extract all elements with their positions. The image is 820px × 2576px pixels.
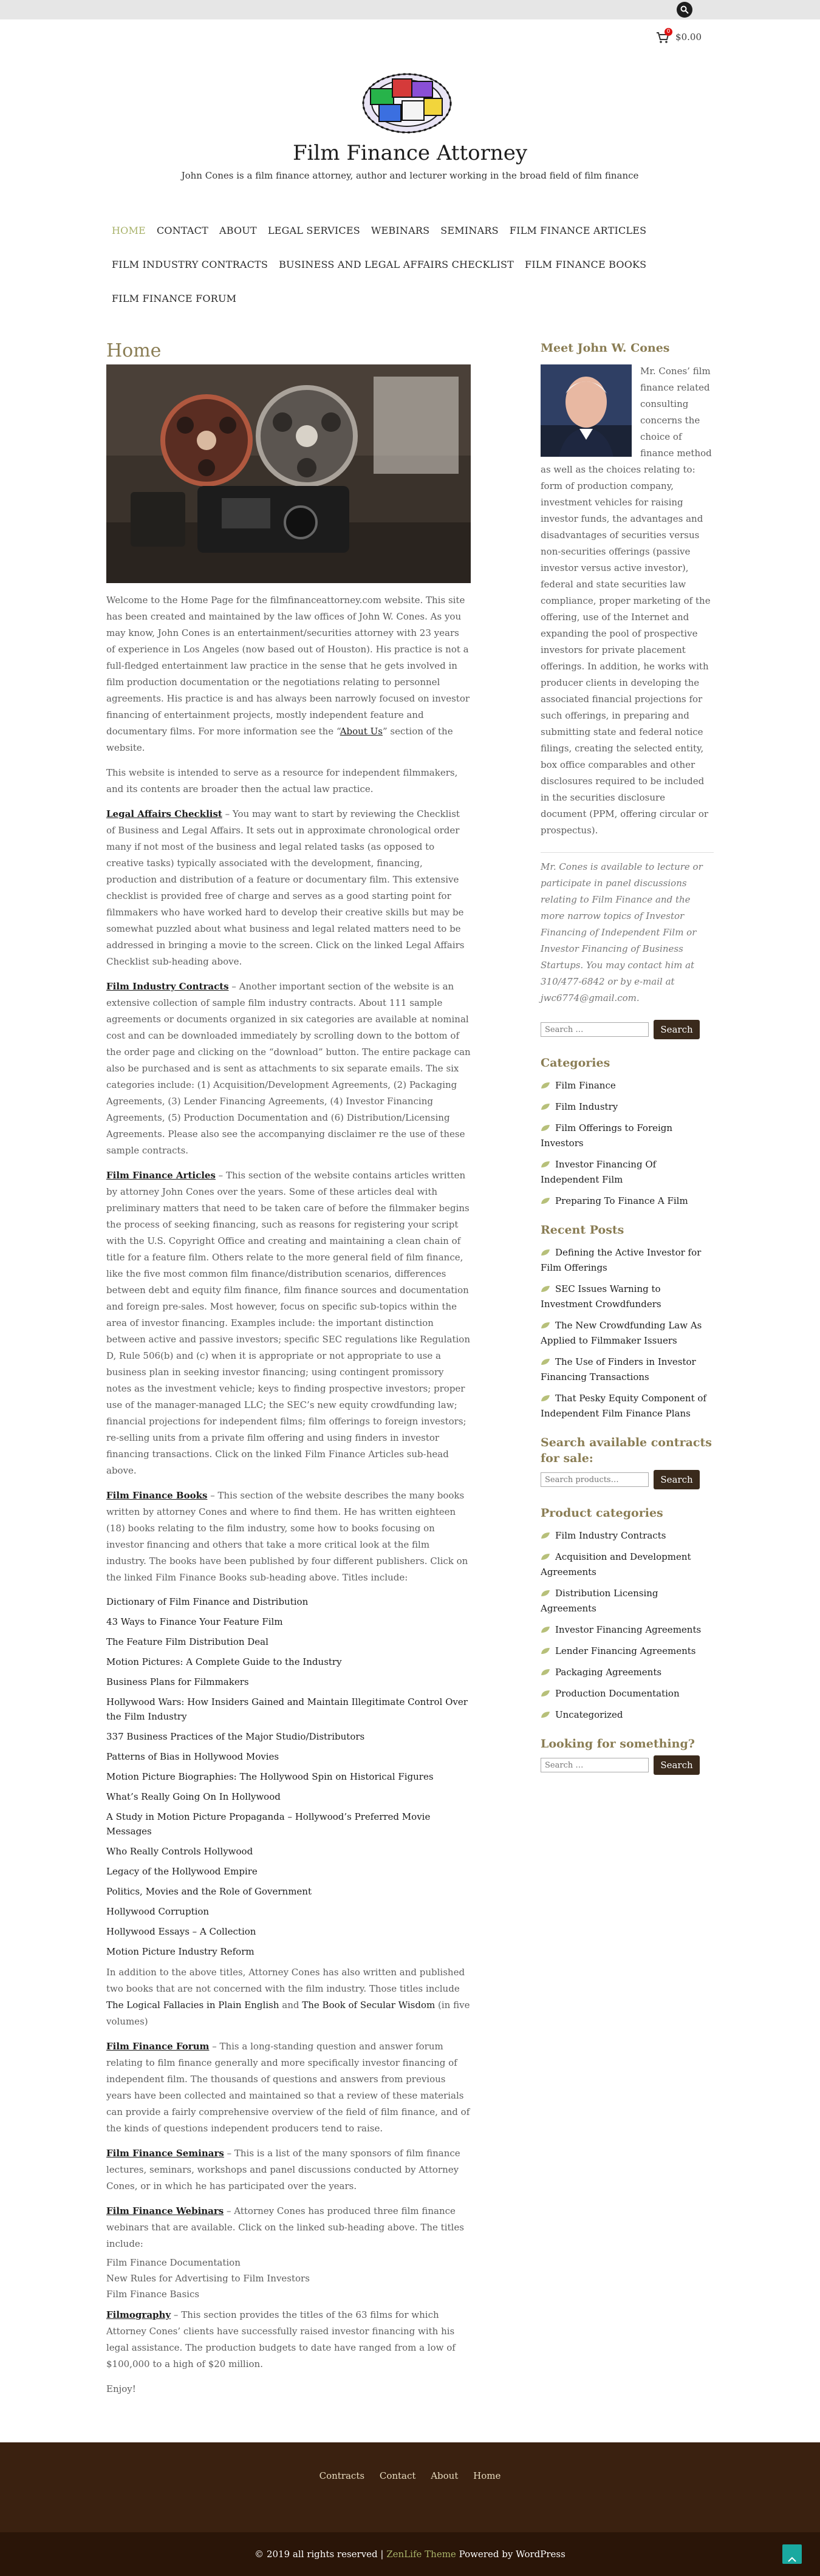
main-content (106, 316, 471, 2406)
book-title: 337 Business Practices of the Major Studio/Distributors (106, 1731, 365, 1742)
film-finance-webinars-link[interactable]: Film Finance Webinars (106, 2205, 224, 2216)
webinar-title: New Rules for Advertising to Film Investors (106, 2273, 310, 2284)
product-category-item[interactable]: Lender Financing Agreements (541, 1644, 714, 1659)
checklist-section: Legal Affairs Checklist – You may want to start by reviewing the Checklist of Business and Legal Affairs. It sets out in approximate chronological order many if not most of the business and legal related tasks (as opposed to creative tasks) typically associated with the development, financing, production and distribution of a feature or documentary film. This extensive checklist is provided free of charge and serves as a good starting point for filmmakers who have worked hard to develop their creative skills but may be somewhat puzzled about what business and legal related matters need to be addressed in bringing a movie to the screen. Click on the linked Legal Affairs Checklist sub-heading above. (106, 808, 465, 967)
leaf-bullet-icon (541, 1690, 550, 1697)
nav-legal-services[interactable]: LEGAL SERVICES (267, 225, 360, 236)
leaf-bullet-icon (541, 1161, 550, 1168)
looking-search-button[interactable]: Search (654, 1755, 700, 1775)
categories-heading: Categories (541, 1056, 610, 1070)
looking-search-form (541, 1755, 714, 1775)
logical-fallacies-title: The Logical Fallacies in Plain English (106, 2000, 279, 2011)
leaf-bullet-icon (541, 1647, 550, 1655)
book-title: The Feature Film Distribution Deal (106, 1636, 268, 1647)
contracts-search-heading: Search available contracts for sale: (541, 1436, 712, 1465)
meet-text: Mr. Cones’ film finance related consulting concerns the choice of finance method as well as the choices relating to: form of production company, investment vehicles for raising investor funds, the advantages and disadvantages of securities versus non-securities offerings (passive investor versus active investor), federal and state securities law compliance, proper marketing of the offering, use of the Internet and expanding the pool of prospective investors for private placement offerings. In addition, he works with producer clients in developing the associated financial projections for such offerings, in preparing and submitting state and federal notice filings, creating the selected entity, box office comparables and other disclosures required to be included in the securities disclosure document (PPM, offering circular or prospectus). (541, 366, 712, 836)
footer-link-about[interactable]: About (431, 2470, 459, 2481)
intro-paragraph: Welcome to the Home Page for the filmfinanceattorney.com website. This site has been created and maintained by the law offices of John W. Cones. As you may know, John Cones is an entertainment/securities attorney with 23 years of experience in Los Angeles (now based out of Houston). His practice is not a full-fledged entertainment law practice in the sense that he gets involved in film production documentation or the negotiations relating to personnel agreements. His practice is and has always been narrowly focused on investor financing of entertainment projects, mostly independent feature and documentary films. For more information see the “About Us” section of the website. (106, 595, 470, 753)
book-title: Motion Picture Biographies: The Hollywood Spin on Historical Figures (106, 1771, 434, 1782)
category-item[interactable]: Film Offerings to Foreign Investors (541, 1122, 673, 1149)
nav-home[interactable]: HOME (112, 225, 146, 236)
product-category-item[interactable]: Film Industry Contracts (541, 1528, 714, 1543)
site-search-form (541, 1020, 714, 1039)
book-titles-list (106, 1594, 471, 1959)
book-title: Business Plans for Filmmakers (106, 1676, 249, 1687)
footer-link-contracts[interactable]: Contracts (319, 2470, 365, 2481)
product-category-item[interactable]: Packaging Agreements (541, 1665, 714, 1680)
nav-about[interactable]: ABOUT (219, 225, 257, 236)
product-search-button[interactable]: Search (654, 1470, 700, 1489)
category-item[interactable]: Preparing To Finance A Film (541, 1194, 714, 1209)
webinar-title: Film Finance Documentation (106, 2257, 241, 2268)
contracts-section: Film Industry Contracts – Another important section of the website is an extensive collection of sample film industry contracts. About 111 sample agreements or documents organized in six categories are available at nominal cost and can be downloaded immediately by scrolling down to the bottom of the order page and clicking on the “download” button. The entire package can also be purchased and is sent as attachments to six separate emails. The six categories include: (1) Acquisition/Development Agreements, (2) Packaging Agreements, (3) Lender Financing Agreements, (4) Investor Financing Agreements, (5) Production Documentation and (6) Distribution/Licensing Agreements. Please also see the accompanying disclaimer re the use of these sample contracts. (106, 981, 471, 1156)
footer-link-home[interactable]: Home (473, 2470, 501, 2481)
search-icon (680, 5, 689, 14)
john-cones-photo (541, 364, 632, 457)
footer-nav (0, 2468, 820, 2484)
leaf-bullet-icon (541, 1395, 550, 1402)
seminars-section: Film Finance Seminars – This is a list of the many sponsors of film finance lectures, seminars, workshops and panel discussions conducted by Attorney Cones, or in which he has participated over the years. (106, 2148, 460, 2192)
leaf-bullet-icon (541, 1358, 550, 1365)
site-description: John Cones is a film finance attorney, author and lecturer working in the broad field of film finance (181, 170, 639, 181)
copyright-text: © 2019 all rights reserved | (255, 2549, 387, 2560)
film-industry-contracts-link[interactable]: Film Industry Contracts (106, 981, 229, 992)
about-widget (541, 363, 714, 1006)
looking-search-input[interactable] (541, 1758, 649, 1772)
leaf-bullet-icon (541, 1124, 550, 1132)
main-navigation (106, 214, 714, 316)
leaf-bullet-icon (541, 1322, 550, 1329)
category-item[interactable]: Film Industry (541, 1099, 714, 1115)
filmography-link[interactable]: Filmography (106, 2309, 171, 2320)
powered-by-text: Powered by WordPress (456, 2549, 565, 2560)
nav-film-finance-articles[interactable]: FILM FINANCE ARTICLES (509, 225, 647, 236)
book-title: A Study in Motion Picture Propaganda – Hollywood’s Preferred Movie Messages (106, 1811, 431, 1837)
product-search-form (541, 1470, 714, 1489)
nav-contact[interactable]: CONTACT (156, 225, 208, 236)
page-title: Home (106, 340, 162, 361)
book-title: 43 Ways to Finance Your Feature Film (106, 1616, 283, 1627)
product-category-item[interactable]: Acquisition and Development Agreements (541, 1551, 691, 1577)
product-categories-heading: Product categories (541, 1506, 663, 1520)
nav-business-legal-checklist[interactable]: BUSINESS AND LEGAL AFFAIRS CHECKLIST (279, 259, 514, 270)
cart-count-badge: 0 (665, 28, 672, 36)
cart-total: $0.00 (675, 32, 702, 43)
book-title: Hollywood Corruption (106, 1906, 210, 1917)
filmography-section: Filmography – This section provides the titles of the 63 films for which Attorney Cones’ clients have successfully raised investor financing with his legal assistance. The production budgets to date have ranged from a low of $100,000 to a high of $20 million. (106, 2309, 456, 2369)
leaf-bullet-icon (541, 1590, 550, 1597)
category-item[interactable]: Investor Financing Of Independent Film (541, 1159, 657, 1185)
articles-section: Film Finance Articles – This section of the website contains articles written by attorney John Cones over the years. Some of these articles deal with preliminary matters that need to be taken care of before the filmmaker begins the process of seeking financing, such as reasons for registering your script with the U.S. Copyright Office and creating and maintaining a clean chain of title for a feature film. Others relate to the more general field of film finance, like the five most common film finance/distribution scenarios, differences between debt and equity film finance, film finance sources and documentation and foreign pre-sales. Most however, focus on specific sub-topics within the area of investor financing. Examples include: the important distinction between active and passive investors; specific SEC regulations like Regulation D, Rule 506(b) and (c) when it is appropriate or not appropriate to use a business plan in seeking investor financing; using contingent promissory notes as the investment vehicle; keys to finding prospective investors; proper use of the manager-managed LLC; the SEC’s new equity crowdfunding law; financial projections for independent films; film offerings to foreign investors; re-selling units from a private film offering and using finders in investor financing transactions. Click on the linked Film Finance Articles sub-head above. (106, 1170, 470, 1476)
category-item[interactable]: Film Finance (541, 1078, 714, 1093)
leaf-bullet-icon (541, 1082, 550, 1089)
search-toggle-button[interactable] (677, 2, 692, 18)
film-projector-image (106, 364, 471, 583)
leaf-bullet-icon (541, 1285, 550, 1293)
webinars-section: Film Finance Webinars – Attorney Cones has produced three film finance webinars that are available. Click on the linked sub-heading above. The titles include: (106, 2205, 464, 2249)
webinar-titles-list (106, 2255, 471, 2302)
footer-main (0, 2442, 820, 2532)
other-books-paragraph: In addition to the above titles, Attorney Cones has also written and published two books that are not concerned with the film industry. Those titles include The Logical Fallacies in Plain English and The Book of Secular Wisdom (in five volumes) (106, 1967, 470, 2027)
nav-seminars[interactable]: SEMINARS (440, 225, 499, 236)
film-finance-seminars-link[interactable]: Film Finance Seminars (106, 2148, 224, 2159)
leaf-bullet-icon (541, 1249, 550, 1256)
film-finance-articles-link[interactable]: Film Finance Articles (106, 1170, 216, 1181)
leaf-bullet-icon (541, 1532, 550, 1539)
nav-film-finance-books[interactable]: FILM FINANCE BOOKS (525, 259, 647, 270)
secular-wisdom-title: The Book of Secular Wisdom (302, 2000, 436, 2011)
footer-link-contact[interactable]: Contact (379, 2470, 416, 2481)
search-button[interactable]: Search (654, 1020, 700, 1039)
leaf-bullet-icon (541, 1197, 550, 1204)
leaf-bullet-icon (541, 1669, 550, 1676)
recent-post-item[interactable]: That Pesky Equity Component of Independent Film Finance Plans (541, 1393, 706, 1419)
top-bar (0, 0, 820, 19)
product-category-item[interactable]: Production Documentation (541, 1686, 714, 1701)
site-title[interactable]: Film Finance Attorney (292, 141, 528, 165)
nav-film-finance-forum[interactable]: FILM FINANCE FORUM (112, 293, 237, 304)
recent-post-item[interactable]: Defining the Active Investor for Film Offerings (541, 1247, 702, 1273)
product-categories-list (541, 1528, 714, 1723)
purpose-paragraph: This website is intended to serve as a resource for independent filmmakers, and its contents are broader then the actual law practice. (106, 767, 458, 794)
film-finance-forum-link[interactable]: Film Finance Forum (106, 2041, 210, 2052)
book-title: Who Really Controls Hollywood (106, 1846, 253, 1857)
webinar-title: Film Finance Basics (106, 2289, 200, 2300)
film-finance-books-link[interactable]: Film Finance Books (106, 1490, 208, 1501)
books-section: Film Finance Books – This section of the website describes the many books written by attorney Cones and where to find them. He has written eighteen (18) books relating to the film industry, some how to books focusing on investor financing and others that take a more critical look at the film industry. The books have been published by four different publishers. Click on the linked Film Finance Books sub-heading above. Titles include: (106, 1490, 468, 1583)
leaf-bullet-icon (541, 1103, 550, 1110)
site-footer (0, 2442, 820, 2576)
book-title: Hollywood Essays – A Collection (106, 1926, 256, 1937)
recent-post-item[interactable]: SEC Issues Warning to Investment Crowdfunders (541, 1283, 661, 1310)
nav-webinars[interactable]: WEBINARS (371, 225, 430, 236)
product-category-item[interactable]: Distribution Licensing Agreements (541, 1588, 658, 1614)
contact-note: Mr. Cones is available to lecture or participate in panel discussions relating to Film Finance and the more narrow topics of Investor Financing of Independent Film or Investor Financing of Business Startups. You may contact him at 310/477-6842 or by e-mail at jwc6774@gmail.com. (541, 852, 714, 1006)
book-title: Patterns of Bias in Hollywood Movies (106, 1751, 279, 1762)
leaf-bullet-icon (541, 1553, 550, 1560)
product-search-input[interactable] (541, 1472, 649, 1487)
forum-section: Film Finance Forum – This a long-standing question and answer forum relating to film finance generally and more specifically investor financing of independent film. The thousands of questions and answers from previous years have been collected and maintained so that a review of these materials can provide a fairly comprehensive overview of the field of film finance, and of the kinds of questions independent producers tend to raise. (106, 2041, 470, 2134)
categories-list (541, 1078, 714, 1209)
footer-bottom (0, 2532, 820, 2576)
recent-posts-list (541, 1245, 714, 1421)
looking-heading: Looking for something? (541, 1737, 695, 1751)
about-us-link[interactable]: About Us (340, 726, 383, 737)
book-title: What’s Really Going On In Hollywood (106, 1791, 281, 1802)
legal-affairs-checklist-link[interactable]: Legal Affairs Checklist (106, 808, 222, 819)
book-title: Hollywood Wars: How Insiders Gained and Maintain Illegitimate Control Over the Film Industry (106, 1696, 468, 1722)
leaf-bullet-icon (541, 1711, 550, 1718)
book-title: Dictionary of Film Finance and Distribution (106, 1596, 309, 1607)
book-title: Motion Picture Industry Reform (106, 1946, 255, 1957)
book-title: Legacy of the Hollywood Empire (106, 1866, 258, 1877)
leaf-bullet-icon (541, 1626, 550, 1633)
search-input[interactable] (541, 1022, 649, 1037)
chevron-up-icon (782, 2550, 802, 2569)
theme-link[interactable]: ZenLife Theme (386, 2549, 456, 2560)
sidebar (541, 316, 714, 2406)
film-reel-logo[interactable] (358, 67, 456, 138)
product-category-item[interactable]: Investor Financing Agreements (541, 1622, 714, 1638)
nav-film-industry-contracts[interactable]: FILM INDUSTRY CONTRACTS (112, 259, 268, 270)
recent-post-item[interactable]: The Use of Finders in Investor Financing Transactions (541, 1356, 696, 1382)
meet-heading: Meet John W. Cones (541, 341, 670, 355)
scroll-to-top-button[interactable] (782, 2544, 802, 2564)
recent-posts-heading: Recent Posts (541, 1223, 624, 1237)
recent-post-item[interactable]: The New Crowdfunding Law As Applied to Filmmaker Issuers (541, 1320, 702, 1346)
site-header (0, 19, 820, 214)
product-category-item[interactable]: Uncategorized (541, 1707, 714, 1723)
book-title: Politics, Movies and the Role of Government (106, 1886, 312, 1897)
book-title: Motion Pictures: A Complete Guide to the Industry (106, 1656, 342, 1667)
enjoy-text: Enjoy! (106, 2383, 136, 2394)
